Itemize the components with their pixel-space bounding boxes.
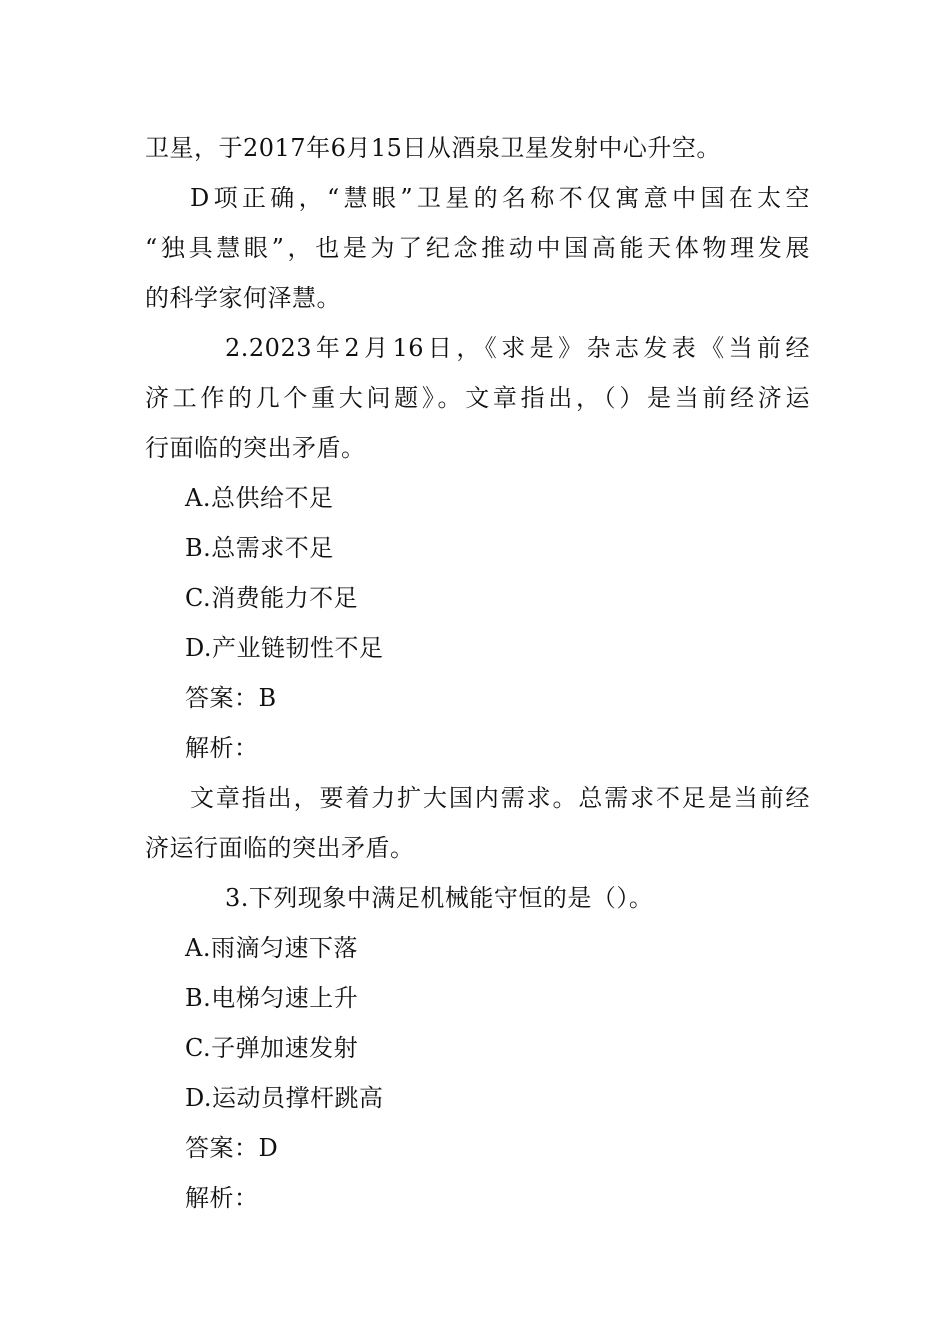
- q1-explanation-line: “独具慧眼”，也是为了纪念推动中国高能天体物理发展: [145, 234, 810, 262]
- q2-answer: 答案：B: [185, 684, 277, 712]
- q2-option-b: B.总需求不足: [185, 534, 334, 562]
- q2-analysis-label: 解析：: [185, 734, 259, 762]
- q3-option-b: B.电梯匀速上升: [185, 984, 359, 1012]
- q1-text-line: 卫星，于2017年6月15日从酒泉卫星发射中心升空。: [145, 134, 721, 162]
- q2-analysis-line: 文章指出，要着力扩大国内需求。总需求不足是当前经: [190, 784, 810, 812]
- q2-stem-line: 2.2023年2月16日，《求是》杂志发表《当前经: [225, 334, 810, 362]
- q2-option-a: A.总供给不足: [185, 484, 334, 512]
- q1-explanation-line: 的科学家何泽慧。: [145, 284, 341, 312]
- q2-analysis-line: 济运行面临的突出矛盾。: [145, 834, 415, 862]
- q2-option-d: D.产业链韧性不足: [185, 634, 384, 662]
- q3-stem: 3.下列现象中满足机械能守恒的是（）。: [225, 884, 654, 912]
- q3-analysis-label: 解析：: [185, 1184, 259, 1212]
- q3-option-c: C.子弹加速发射: [185, 1034, 359, 1062]
- q2-stem-line: 行面临的突出矛盾。: [145, 434, 366, 462]
- q1-explanation-line: D项正确，“慧眼”卫星的名称不仅寓意中国在太空: [190, 184, 810, 212]
- q3-option-d: D.运动员撑杆跳高: [185, 1084, 384, 1112]
- q3-option-a: A.雨滴匀速下落: [185, 934, 358, 962]
- q2-option-c: C.消费能力不足: [185, 584, 359, 612]
- q3-answer: 答案：D: [185, 1134, 279, 1162]
- q2-stem-line: 济工作的几个重大问题》。文章指出，（）是当前经济运: [145, 384, 810, 412]
